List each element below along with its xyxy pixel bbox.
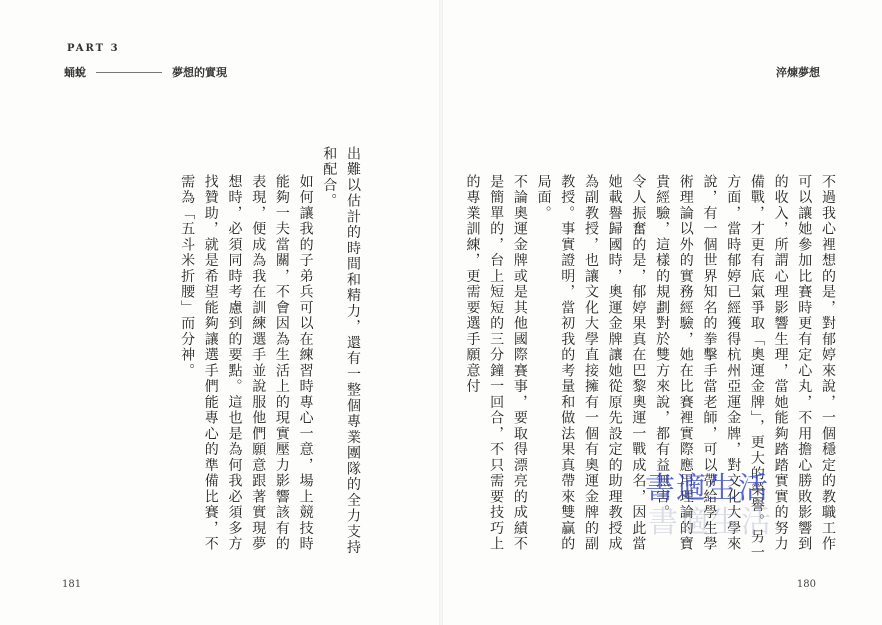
body-paragraph: 不論奧運金牌或是其他國際賽事，要取得漂亮的成績不是簡單的，台上短短的三分鐘一回合，不只需要技巧上的專業訓練，更需要選手願意付 xyxy=(464,174,528,552)
right-running-head: 淬煉夢想 xyxy=(776,66,820,79)
body-paragraph: 令人振奮的是，郁婷果真在巴黎奧運一戰成名，因此當她載譽歸國時，奧運金牌讓她從原先設定的助理教授成為副教授，也讓文化大學直接擁有一個有奧運金牌的副教授。事實證明，當初我的考量和做法果真帶來雙贏的局面。 xyxy=(535,174,647,552)
watermark-shadow: 書適生活 xyxy=(648,505,772,540)
body-paragraph: 不過我心裡想的是，對郁婷來說，一個穩定的教職工作可以讓她參加比賽時更有定心丸，不用擔心勝敗影響到的收入，所謂心理影響生理，當她能夠踏踏實實的努力備戰，才更有底氣爭取「奧運金牌」，更大的榮譽。另一方面，當時郁婷已經獲得杭州亞運金牌，對文化大學來說，有一個世界知名的拳擊手當老師，可以帶給學生學術理論以外的實務經驗，她在比賽裡實際應用理論的寶貴經驗，這樣的規劃對於雙方來說，都有益無害。 xyxy=(654,174,836,561)
left-running-head xyxy=(64,64,227,80)
page-number-left: 181 xyxy=(62,579,82,590)
page-number-right: 180 xyxy=(796,579,816,590)
publisher-watermark: 書適生活 xyxy=(645,471,769,506)
left-page-body xyxy=(179,146,364,566)
body-paragraph: 如何讓我的子弟兵可以在練習時專心一意，場上競技時能夠一夫當關，不會因為生活上的現實壓力影響該有的表現，便成為我在訓練選手並說服他們願意跟著實現夢想時，必須同時考慮到的要點。這也是為何我必須多方找贊助，就是希望能夠讓選手們能專心的準備比賽，不需為「五斗米折腰」而分神。 xyxy=(179,174,314,552)
body-paragraph: 出難以估計的時間和精力，還有一整個專業團隊的全力支持和配合。 xyxy=(321,146,361,556)
book-gutter xyxy=(439,0,443,625)
running-head-section: 夢想的實現 xyxy=(172,66,227,79)
running-head-rule xyxy=(96,72,162,73)
part-label: PART 3 xyxy=(67,43,120,54)
running-head-chapter: 蛹蛻 xyxy=(64,66,86,79)
